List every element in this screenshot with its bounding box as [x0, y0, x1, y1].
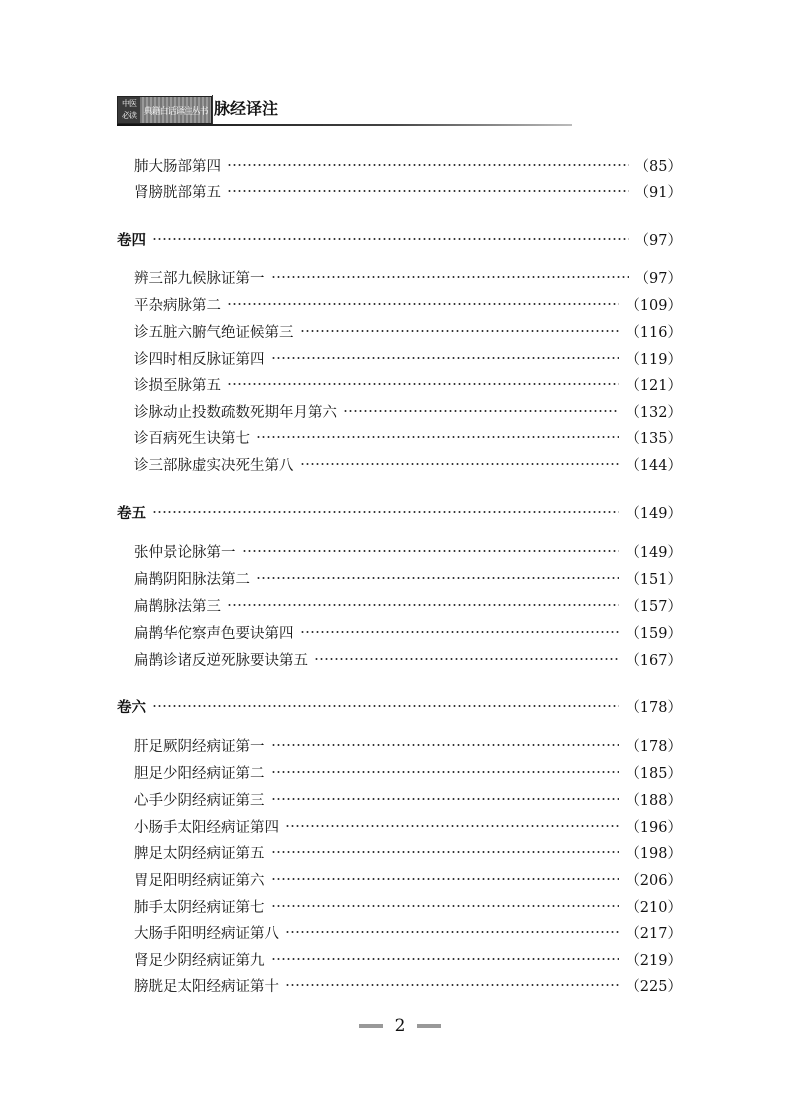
toc-leader-dots — [227, 594, 619, 616]
page-footer — [0, 1014, 800, 1038]
toc-entry — [0, 154, 800, 176]
toc-entry — [0, 453, 800, 475]
toc-title: 肾足少阴经病证第九 — [134, 952, 265, 969]
toc-entry — [0, 347, 800, 369]
toc-entry — [0, 948, 800, 970]
toc-entry — [0, 815, 800, 837]
toc-page: （135） — [625, 430, 682, 447]
toc-title: 诊四时相反脉证第四 — [134, 351, 265, 368]
toc-entry — [0, 895, 800, 917]
toc-title: 扁鹊阴阳脉法第二 — [134, 571, 250, 588]
toc-page: （132） — [625, 404, 682, 421]
toc-leader-dots — [227, 180, 629, 202]
toc-title: 卷四 — [117, 231, 146, 249]
toc-page: （97） — [634, 270, 682, 287]
toc-page: （206） — [625, 872, 682, 889]
toc-page: （217） — [625, 925, 682, 942]
toc-title: 小肠手太阳经病证第四 — [134, 819, 279, 836]
toc-entry — [0, 266, 800, 288]
toc-title: 胃足阳明经病证第六 — [134, 872, 265, 889]
toc-leader-dots — [256, 426, 619, 448]
toc-leader-dots — [152, 695, 619, 717]
toc-page: （149） — [625, 505, 682, 522]
toc-page: （198） — [625, 845, 682, 862]
toc-leader-dots — [271, 868, 620, 890]
series-name: 典籍白话译注丛书 — [140, 97, 211, 123]
toc-leader-dots — [300, 320, 620, 342]
toc-leader-dots — [271, 841, 620, 863]
toc-entry — [0, 921, 800, 943]
toc-title: 心手少阴经病证第三 — [134, 792, 265, 809]
toc-page: （178） — [625, 699, 682, 716]
toc-entry — [0, 868, 800, 890]
toc-leader-dots — [271, 734, 620, 756]
toc-entry — [0, 180, 800, 202]
toc-entry — [0, 788, 800, 810]
toc-entry — [0, 974, 800, 996]
toc-title: 诊损至脉第五 — [134, 377, 221, 394]
toc-page: （91） — [634, 184, 682, 201]
toc-title: 张仲景论脉第一 — [134, 544, 236, 561]
toc-page: （167） — [625, 652, 682, 669]
toc-chapter — [0, 695, 800, 717]
toc-title: 诊百病死生诀第七 — [134, 430, 250, 447]
toc-title: 肺大肠部第四 — [134, 158, 221, 175]
toc-entry — [0, 567, 800, 589]
toc-title: 扁鹊诊诸反逆死脉要诀第五 — [134, 652, 308, 669]
toc-page: （151） — [625, 571, 682, 588]
toc-entry — [0, 734, 800, 756]
toc-leader-dots — [227, 293, 619, 315]
toc-leader-dots — [271, 788, 620, 810]
toc-title: 诊三部脉虚实决死生第八 — [134, 457, 294, 474]
toc-title: 肝足厥阴经病证第一 — [134, 738, 265, 755]
toc-entry — [0, 594, 800, 616]
footer-bar-left — [359, 1024, 383, 1028]
toc-chapter — [0, 228, 800, 250]
toc-leader-dots — [314, 648, 619, 670]
toc-leader-dots — [271, 761, 620, 783]
toc-leader-dots — [152, 228, 629, 250]
toc-title: 诊脉动止投数疏数死期年月第六 — [134, 404, 337, 421]
toc-leader-dots — [152, 501, 619, 523]
toc-page: （109） — [625, 297, 682, 314]
toc-page: （225） — [625, 978, 682, 995]
toc-leader-dots — [227, 154, 629, 176]
toc-title: 平杂病脉第二 — [134, 297, 221, 314]
toc-leader-dots — [285, 815, 619, 837]
toc-leader-dots — [285, 921, 619, 943]
toc-title: 膀胱足太阳经病证第十 — [134, 978, 279, 995]
toc-page: （85） — [634, 158, 682, 175]
toc-title: 大肠手阳明经病证第八 — [134, 925, 279, 942]
toc-page: （178） — [625, 738, 682, 755]
toc-leader-dots — [227, 373, 619, 395]
toc-title: 诊五脏六腑气绝证候第三 — [134, 324, 294, 341]
toc-entry — [0, 320, 800, 342]
toc-page: （188） — [625, 792, 682, 809]
toc-entry — [0, 426, 800, 448]
toc-title: 胆足少阳经病证第二 — [134, 765, 265, 782]
badge-bottom-text: 必读 — [122, 111, 136, 120]
toc-page: （210） — [625, 899, 682, 916]
toc-page: （149） — [625, 544, 682, 561]
toc-leader-dots — [271, 347, 620, 369]
book-title: 脉经译注 — [214, 99, 279, 118]
toc-page: （196） — [625, 819, 682, 836]
toc-entry — [0, 841, 800, 863]
toc-page: （119） — [625, 351, 682, 368]
toc-title: 扁鹊脉法第三 — [134, 598, 221, 615]
toc-leader-dots — [285, 974, 619, 996]
toc-leader-dots — [242, 540, 620, 562]
toc-page: （116） — [625, 324, 682, 341]
footer-bar-right — [417, 1024, 441, 1028]
toc-title: 扁鹊华佗察声色要诀第四 — [134, 625, 294, 642]
toc-leader-dots — [256, 567, 619, 589]
badge-top-text: 中医 — [122, 99, 136, 108]
toc-entry — [0, 400, 800, 422]
toc-page: （219） — [625, 952, 682, 969]
toc-chapter — [0, 501, 800, 523]
toc-entry — [0, 621, 800, 643]
page-number: 2 — [394, 1016, 406, 1036]
toc-title: 肾膀胱部第五 — [134, 184, 221, 201]
toc-page: （159） — [625, 625, 682, 642]
toc-title: 肺手太阴经病证第七 — [134, 899, 265, 916]
toc-page: （97） — [634, 232, 682, 249]
toc-entry — [0, 540, 800, 562]
toc-leader-dots — [271, 948, 620, 970]
toc-entry — [0, 373, 800, 395]
toc-leader-dots — [271, 266, 629, 288]
toc-title: 卷五 — [117, 504, 146, 522]
toc-title: 脾足太阴经病证第五 — [134, 845, 265, 862]
toc-leader-dots — [271, 895, 620, 917]
toc-page: （157） — [625, 598, 682, 615]
toc-page: （144） — [625, 457, 682, 474]
toc-page: （185） — [625, 765, 682, 782]
toc-title: 卷六 — [117, 698, 146, 716]
toc-page: （121） — [625, 377, 682, 394]
toc-leader-dots — [300, 453, 620, 475]
toc-title: 辨三部九候脉证第一 — [134, 270, 265, 287]
toc-entry — [0, 293, 800, 315]
toc-leader-dots — [343, 400, 619, 422]
toc-entry — [0, 761, 800, 783]
toc-leader-dots — [300, 621, 620, 643]
toc-entry — [0, 648, 800, 670]
